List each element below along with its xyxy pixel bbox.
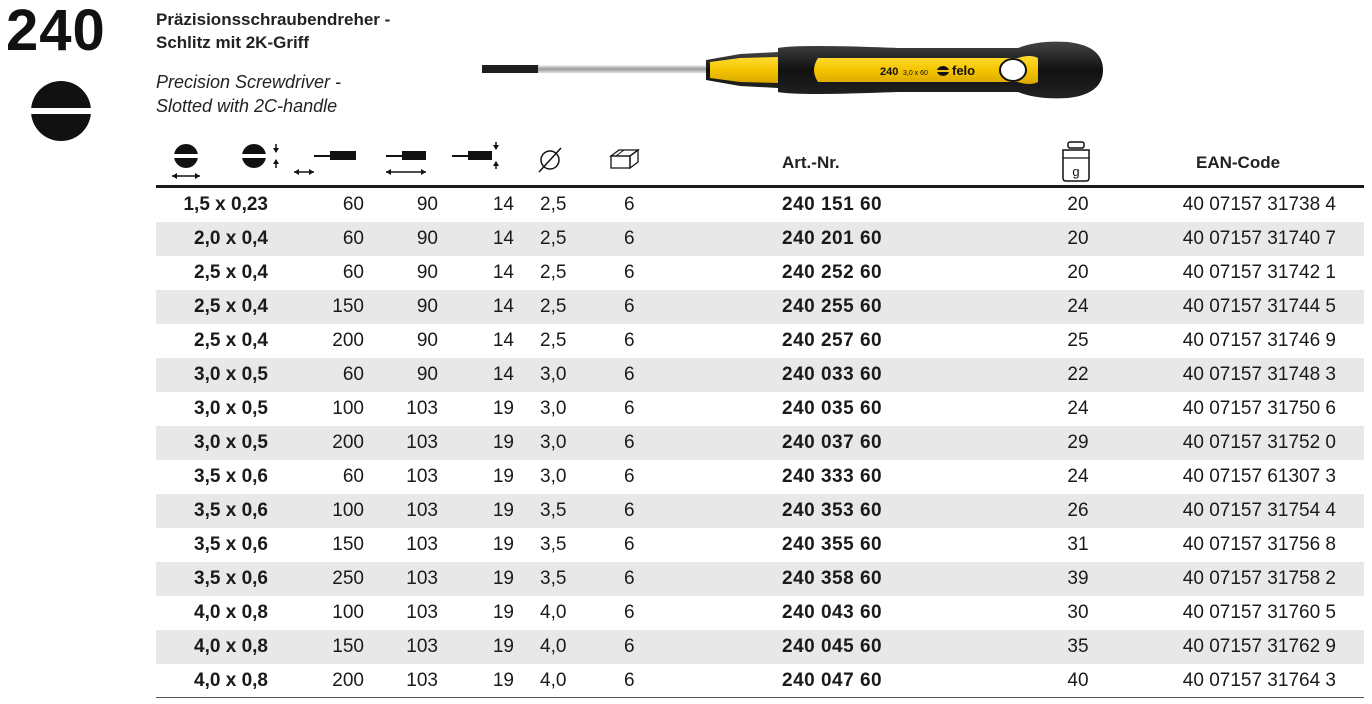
weight-cell: 30 [1067,602,1089,623]
length1-cell: 250 [332,568,364,589]
length1-cell: 150 [332,296,364,317]
screwdriver-image [478,30,1108,110]
article-number-cell: 240 358 60 [782,568,883,589]
length2-cell: 90 [416,228,438,249]
pack-qty-cell: 6 [624,228,635,249]
slotted-tip-icon [30,80,92,142]
total-length-icon [384,138,430,184]
blade-length-icon [294,138,360,184]
size-cell: 3,0 x 0,5 [194,432,268,453]
length3-cell: 19 [492,398,514,419]
article-number-cell: 240 353 60 [782,500,883,521]
length2-cell: 90 [416,296,438,317]
length2-cell: 90 [416,364,438,385]
ean-code-cell: 40 07157 31744 5 [1182,296,1336,317]
length3-cell: 19 [492,636,514,657]
length3-cell: 19 [492,670,514,691]
weight-cell: 39 [1067,568,1089,589]
length3-cell: 19 [492,568,514,589]
article-number-cell: 240 043 60 [782,602,883,623]
pack-qty-cell: 6 [624,670,635,691]
diameter-cell: 3,5 [540,568,567,589]
pack-qty-cell: 6 [624,432,635,453]
weight-cell: 40 [1067,670,1089,691]
article-number-cell: 240 333 60 [782,466,883,487]
article-number-cell: 240 037 60 [782,432,883,453]
diameter-cell: 3,0 [540,398,567,419]
length3-cell: 14 [492,330,514,351]
article-number-cell: 240 355 60 [782,534,883,555]
length3-cell: 19 [492,432,514,453]
size-cell: 3,0 x 0,5 [194,364,268,385]
ean-code-cell: 40 07157 31740 7 [1182,228,1336,249]
pack-qty-cell: 6 [624,398,635,419]
ean-code-cell: 40 07157 31742 1 [1182,262,1336,283]
length2-cell: 103 [406,568,438,589]
col-header-art-nr: Art.-Nr. [782,153,840,172]
size-cell: 2,0 x 0,4 [194,228,268,249]
article-number-cell: 240 047 60 [782,670,883,691]
article-number-cell: 240 033 60 [782,364,883,385]
weight-cell: 31 [1067,534,1089,555]
length3-cell: 19 [492,500,514,521]
pack-qty-cell: 6 [624,500,635,521]
ean-code-cell: 40 07157 31738 4 [1182,194,1336,215]
length1-cell: 100 [332,398,364,419]
size-cell: 4,0 x 0,8 [194,670,268,691]
length3-cell: 19 [492,466,514,487]
diameter-cell: 2,5 [540,296,567,317]
weight-cell: 35 [1067,636,1089,657]
diameter-cell: 3,0 [540,432,567,453]
length2-cell: 90 [416,194,438,215]
table-row [156,630,1364,664]
ean-code-cell: 40 07157 31758 2 [1182,568,1336,589]
col-header-ean: EAN-Code [1196,153,1281,172]
diameter-cell: 3,5 [540,500,567,521]
length1-cell: 200 [332,330,364,351]
table-row [156,528,1364,562]
size-cell: 2,5 x 0,4 [194,296,268,317]
table-row [156,562,1364,596]
size-cell: 3,5 x 0,6 [194,466,268,487]
ean-code-cell: 40 07157 31764 3 [1182,670,1336,691]
title-german-line1: Präzisionsschraubendreher - [156,10,391,29]
table-row [156,324,1364,358]
brand-name: felo [952,63,976,78]
weight-cell: 24 [1067,398,1089,419]
table-row [156,222,1364,256]
product-table [156,188,1364,698]
title-german [156,8,390,54]
article-number-cell: 240 151 60 [782,194,883,215]
length1-cell: 100 [332,602,364,623]
length2-cell: 103 [406,602,438,623]
pack-qty-cell: 6 [624,636,635,657]
table-row [156,494,1364,528]
table-row [156,392,1364,426]
length3-cell: 19 [492,534,514,555]
weight-cell: 20 [1067,262,1089,283]
brand-logo-icon [937,66,949,76]
title-german-line2: Schlitz mit 2K-Griff [156,33,310,52]
weight-cell: 20 [1067,194,1089,215]
diameter-cell: 4,0 [540,602,567,623]
size-cell: 4,0 x 0,8 [194,602,268,623]
length2-cell: 103 [406,466,438,487]
article-number-cell: 240 045 60 [782,636,883,657]
length1-cell: 60 [342,194,364,215]
length2-cell: 103 [406,398,438,419]
table-row [156,426,1364,460]
weight-cell: 29 [1067,432,1089,453]
length1-cell: 200 [332,670,364,691]
ean-code-cell: 40 07157 31748 3 [1182,364,1336,385]
article-number-cell: 240 252 60 [782,262,883,283]
size-cell: 2,5 x 0,4 [194,262,268,283]
length3-cell: 14 [492,194,514,215]
pack-qty-cell: 6 [624,568,635,589]
length1-cell: 60 [342,466,364,487]
weight-cell: 24 [1067,296,1089,317]
blade-thickness-icon [238,138,284,184]
size-cell: 3,5 x 0,6 [194,500,268,521]
weight-cell: 24 [1067,466,1089,487]
pack-qty-cell: 6 [624,262,635,283]
ean-code-cell: 40 07157 31750 6 [1182,398,1336,419]
size-cell: 4,0 x 0,8 [194,636,268,657]
length1-cell: 60 [342,262,364,283]
length1-cell: 150 [332,636,364,657]
length2-cell: 90 [416,330,438,351]
diameter-cell: 3,5 [540,534,567,555]
table-row [156,596,1364,630]
length1-cell: 150 [332,534,364,555]
table-row [156,664,1364,698]
weight-cell: 26 [1067,500,1089,521]
product-number: 240 [6,0,106,63]
length2-cell: 103 [406,432,438,453]
table-row [156,188,1364,222]
handle-size: 3,0 x 60 [903,70,928,77]
title-english-line2: Slotted with 2C-handle [156,96,338,116]
ean-code-cell: 40 07157 31752 0 [1182,432,1336,453]
size-cell: 2,5 x 0,4 [194,330,268,351]
pack-qty-cell: 6 [624,602,635,623]
weight-cell: 25 [1067,330,1089,351]
tip-length-icon [450,138,502,184]
article-number-cell: 240 257 60 [782,330,883,351]
pack-qty-cell: 6 [624,330,635,351]
package-icon [608,138,642,184]
length3-cell: 19 [492,602,514,623]
size-cell: 3,5 x 0,6 [194,534,268,555]
diameter-cell: 3,0 [540,364,567,385]
ean-code-cell: 40 07157 31754 4 [1182,500,1336,521]
pack-qty-cell: 6 [624,364,635,385]
length2-cell: 103 [406,500,438,521]
table-row [156,290,1364,324]
table-row [156,256,1364,290]
table-bottom-rule [156,697,1364,698]
handle-number: 240 [880,66,899,78]
weight-cell: 20 [1067,228,1089,249]
pack-qty-cell: 6 [624,534,635,555]
length3-cell: 14 [492,262,514,283]
ean-code-cell: 40 07157 31762 9 [1182,636,1336,657]
length3-cell: 14 [492,364,514,385]
weight-icon [1058,138,1094,184]
length2-cell: 103 [406,534,438,555]
title-english [156,70,341,118]
diameter-cell: 2,5 [540,262,567,283]
diameter-cell: 2,5 [540,228,567,249]
size-cell: 3,0 x 0,5 [194,398,268,419]
length3-cell: 14 [492,228,514,249]
ean-code-cell: 40 07157 31746 9 [1182,330,1336,351]
length3-cell: 14 [492,296,514,317]
diameter-cell: 2,5 [540,330,567,351]
length2-cell: 103 [406,670,438,691]
article-number-cell: 240 035 60 [782,398,883,419]
pack-qty-cell: 6 [624,194,635,215]
length1-cell: 60 [342,228,364,249]
length2-cell: 90 [416,262,438,283]
length1-cell: 60 [342,364,364,385]
length1-cell: 100 [332,500,364,521]
weight-unit-label: g [1072,164,1080,179]
table-row [156,460,1364,494]
ean-code-cell: 40 07157 31760 5 [1182,602,1336,623]
diameter-cell: 2,5 [540,194,567,215]
diameter-icon [536,138,566,184]
length2-cell: 103 [406,636,438,657]
size-cell: 1,5 x 0,23 [183,194,268,215]
article-number-cell: 240 201 60 [782,228,883,249]
title-english-line1: Precision Screwdriver - [156,72,342,92]
diameter-cell: 4,0 [540,670,567,691]
table-row [156,358,1364,392]
weight-cell: 22 [1067,364,1089,385]
ean-code-cell: 40 07157 31756 8 [1182,534,1336,555]
diameter-cell: 3,0 [540,466,567,487]
pack-qty-cell: 6 [624,296,635,317]
diameter-cell: 4,0 [540,636,567,657]
pack-qty-cell: 6 [624,466,635,487]
ean-code-cell: 40 07157 61307 3 [1182,466,1336,487]
blade-width-icon [168,138,208,184]
article-number-cell: 240 255 60 [782,296,883,317]
length1-cell: 200 [332,432,364,453]
size-cell: 3,5 x 0,6 [194,568,268,589]
